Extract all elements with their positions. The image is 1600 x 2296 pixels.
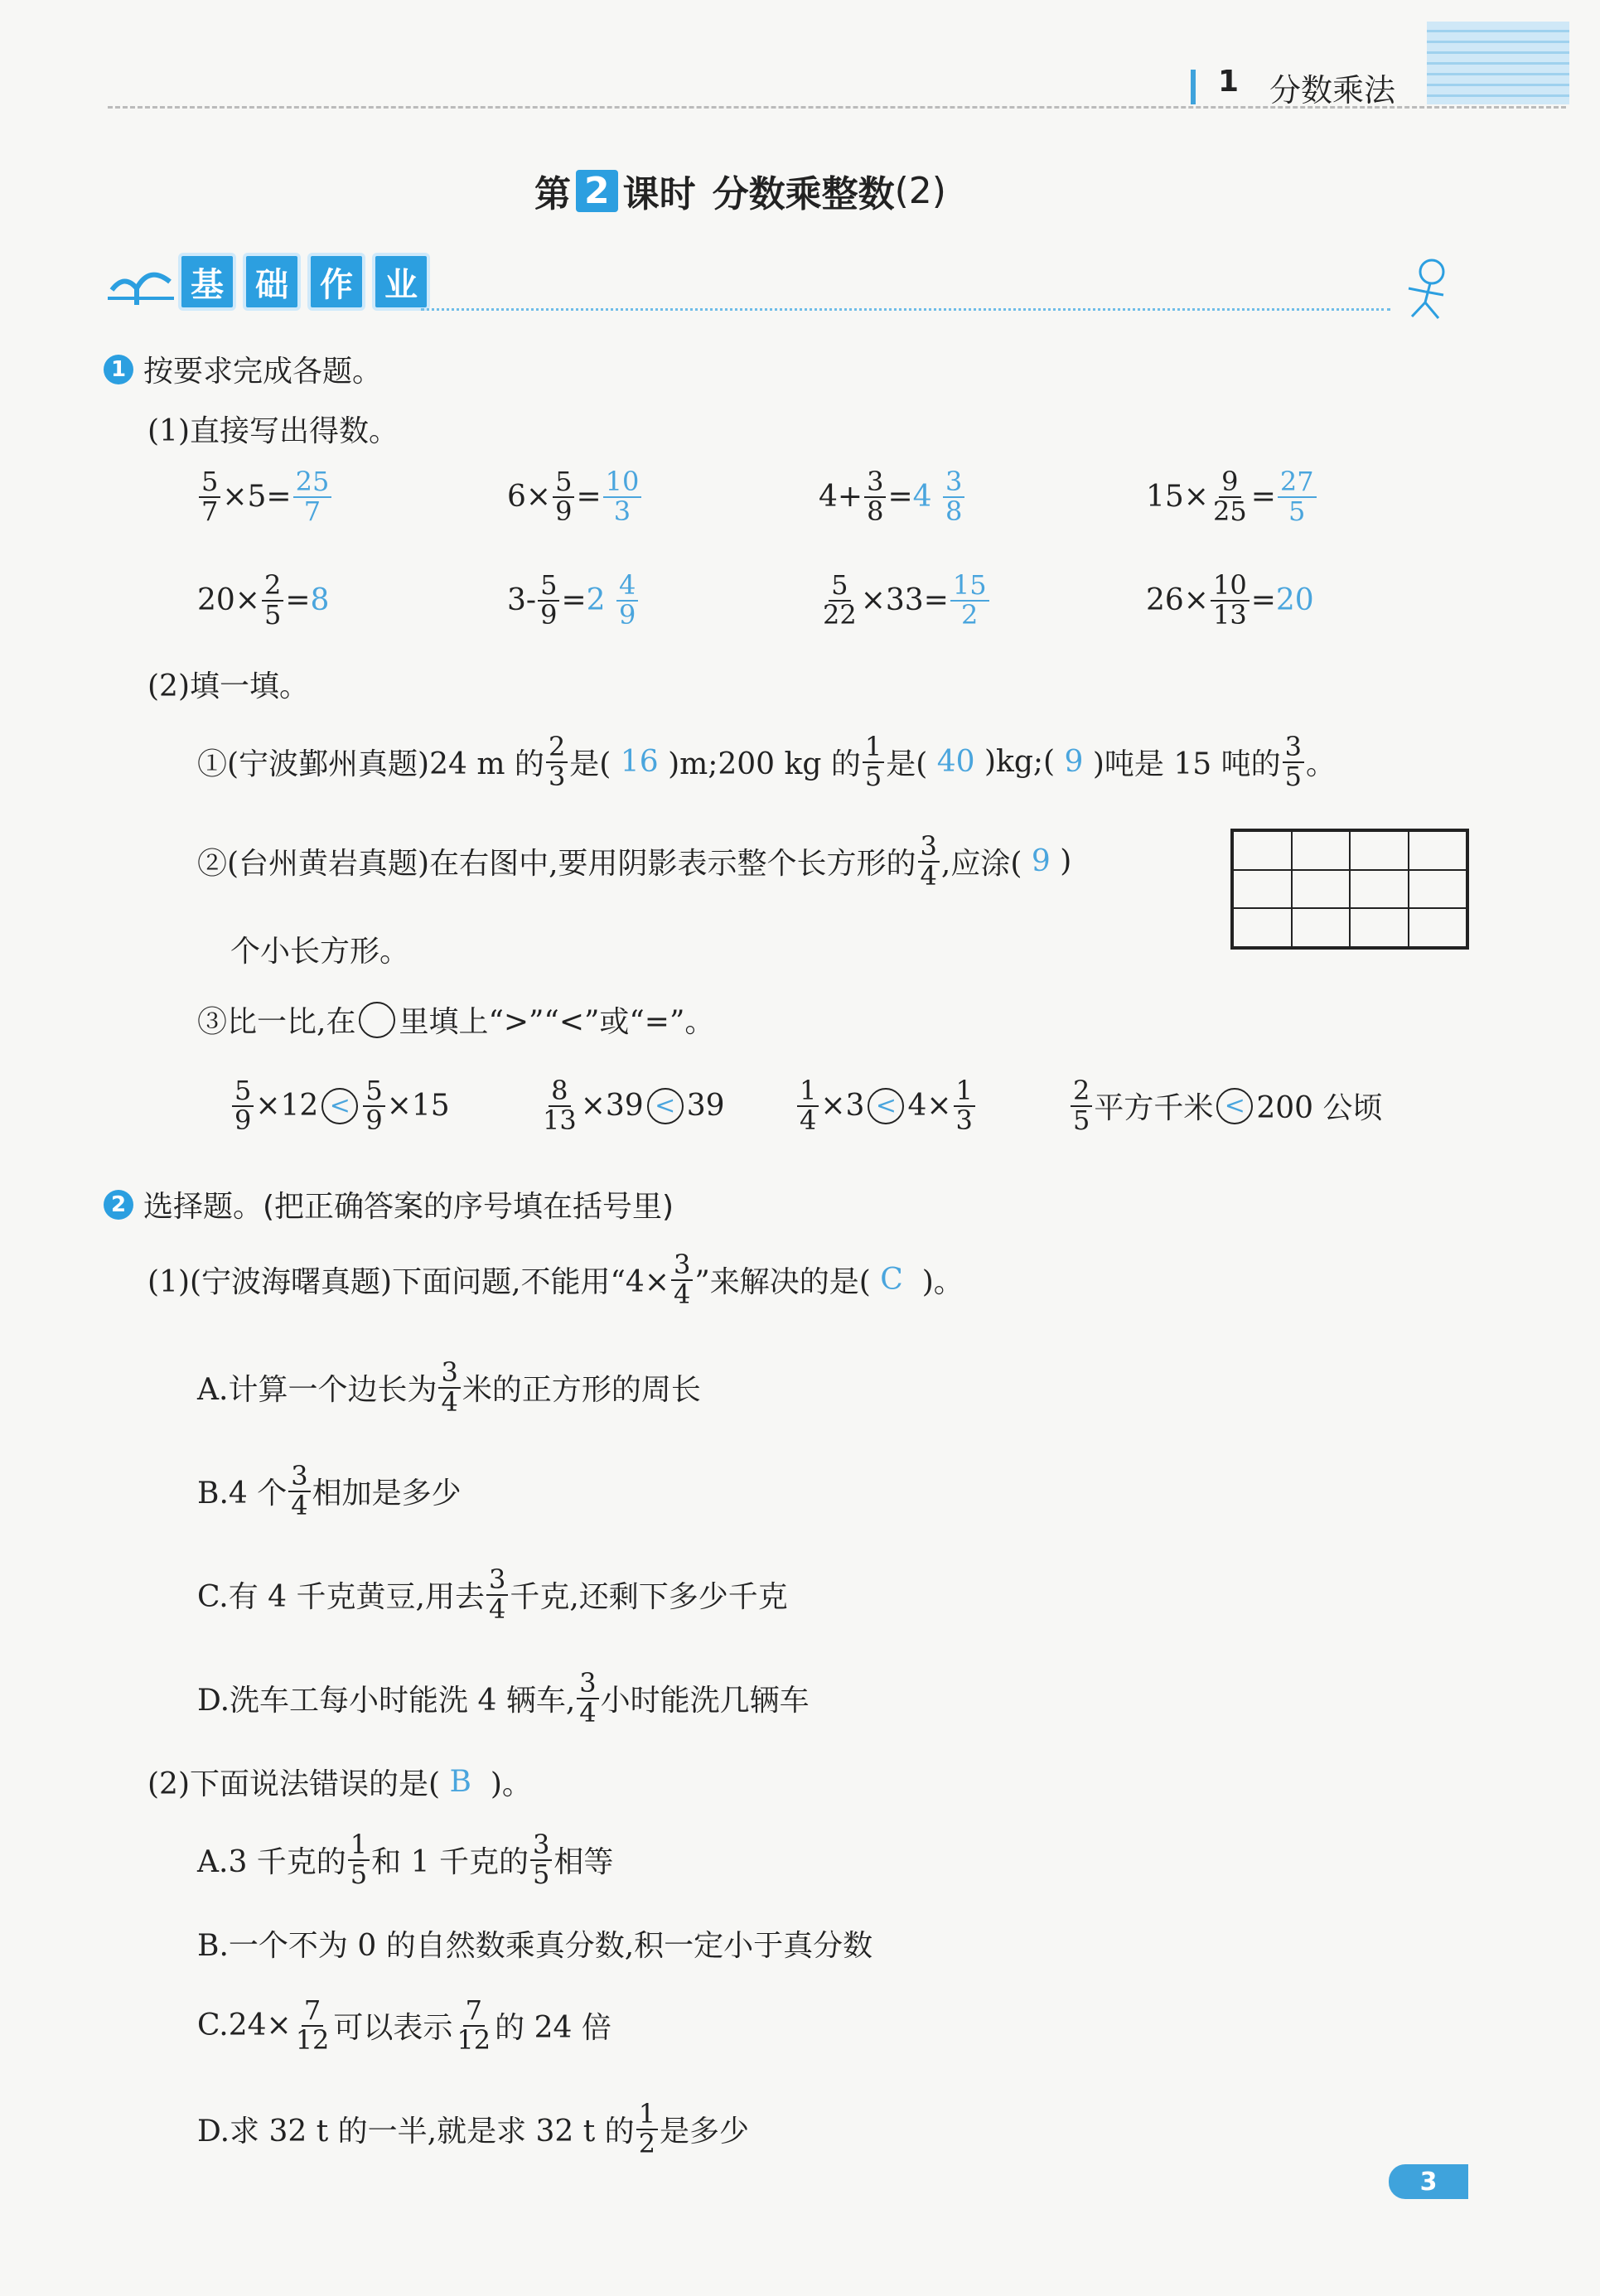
compare-d-circle: < (1216, 1088, 1253, 1124)
fill-item-2-cont: 个小长方形。 (230, 935, 410, 969)
exercise-a: $\frac{5}{7}$ ×5= $\frac{25}{7}$ (197, 468, 333, 525)
exercise-h: 26× $\frac{10}{13}$ = 20 (1146, 569, 1314, 631)
q1-number: 1 (104, 355, 133, 384)
q2-sub1-option-c: C.有 4 千克黄豆,用去 $\frac{3}{4}$ 千克,还剩下多少千克 (197, 1564, 788, 1625)
page-number: 3 (1389, 2164, 1468, 2199)
empty-circle-icon (359, 1002, 395, 1038)
q2-sub2-option-c: C.24× $\frac{7}{12}$ 可以表示 $\frac{7}{12}$ 的 24 倍 (197, 1994, 611, 2056)
sprout-icon (104, 257, 178, 307)
chapter-number: 1 (1218, 65, 1240, 99)
banner-tile-4: 业 (372, 253, 430, 311)
q2-sub2-answer: B (449, 1765, 471, 1799)
rectangle-grid (1230, 829, 1469, 950)
answer-c: 4 $\frac{3}{8}$ (913, 468, 967, 525)
exercise-d: 15× $\frac{9}{25}$ = $\frac{27}{5}$ (1146, 468, 1318, 525)
answer-e: 8 (310, 583, 330, 618)
compare-b-circle: < (647, 1088, 684, 1124)
answer-h: 20 (1275, 583, 1314, 618)
q1-title: 按要求完成各题。 (143, 355, 383, 389)
q2-sub1: (1)(宁波海曙真题)下面问题,不能用“4× $\frac{3}{4}$ ”来解决的是( C )。 (147, 1249, 964, 1310)
fill1-answer-3: 9 (1064, 745, 1084, 780)
exercise-b: 6× $\frac{5}{9}$ = $\frac{10}{3}$ (507, 468, 643, 525)
q1-part2-label: (2)填一填。 (147, 669, 309, 703)
banner-dotted-line (421, 308, 1390, 311)
compare-d: $\frac{2}{5}$ 平方千米 < 200 公顷 (1069, 1077, 1383, 1134)
exercise-e: 20× $\frac{2}{5}$ = 8 (197, 569, 330, 631)
compare-a-circle: < (321, 1088, 358, 1124)
chapter-title: 分数乘法 (1269, 72, 1396, 109)
compare-a: $\frac{5}{9}$ ×12 < $\frac{5}{9}$ ×15 (230, 1077, 450, 1134)
lesson-number: 2 (576, 170, 618, 212)
header-accent-bar (1191, 70, 1196, 104)
compare-c: $\frac{1}{4}$ ×3 < 4× $\frac{1}{3}$ (795, 1077, 977, 1134)
q2-sub1-option-d: D.洗车工每小时能洗 4 辆车, $\frac{3}{4}$ 小时能洗几辆车 (197, 1667, 810, 1728)
answer-b: $\frac{10}{3}$ (603, 468, 642, 525)
answer-a: $\frac{25}{7}$ (293, 468, 332, 525)
fill-item-3: ③比一比,在 里填上“>”“<”或“=”。 (197, 998, 714, 1041)
q2-title: 选择题。(把正确答案的序号填在括号里) (143, 1190, 674, 1224)
q2-sub1-option-a: A.计算一个边长为 $\frac{3}{4}$ 米的正方形的周长 (197, 1356, 701, 1418)
banner-tile-2: 础 (243, 253, 301, 311)
answer-d: $\frac{27}{5}$ (1278, 468, 1317, 525)
fill1-answer-2: 40 (936, 745, 975, 780)
fill-item-2: ②(台州黄岩真题)在右图中,要用阴影表示整个长方形的 $\frac{3}{4}$ ,应涂( 9 ) (197, 830, 1072, 892)
compare-b: $\frac{8}{13}$ ×39 < 39 (543, 1075, 725, 1136)
q1-part1-label: (1)直接写出得数。 (147, 414, 399, 448)
lesson-prefix: 第 (534, 173, 571, 215)
fill-item-1: ①(宁波鄞州真题)24 m 的 $\frac{2}{3}$ 是( 16 )m;200 kg 的 $\frac{1}{5}$ 是( 40 )kg;( 9 )吨是 15 吨的 $\frac{3}{5}$ 。 (197, 731, 1336, 792)
compare-c-circle: < (868, 1088, 904, 1124)
exercise-f: 3- $\frac{5}{9}$ = 2 $\frac{4}{9}$ (507, 572, 640, 629)
fill1-answer-1: 16 (620, 745, 659, 780)
exercise-c: 4+ $\frac{3}{8}$ = 4 $\frac{3}{8}$ (819, 468, 966, 525)
header-divider (108, 106, 1566, 109)
q2-sub2-option-b: B.一个不为 0 的自然数乘真分数,积一定小于真分数 (197, 1929, 873, 1963)
lesson-title (534, 164, 946, 217)
q2-sub2-option-a: A.3 千克的 $\frac{1}{5}$ 和 1 千克的 $\frac{3}{5}$ 相等 (197, 1829, 614, 1890)
section-banner (104, 253, 437, 311)
q2-sub2: (2)下面说法错误的是( B )。 (147, 1765, 532, 1801)
q2-sub1-option-b: B.4 个 $\frac{3}{4}$ 相加是多少 (197, 1460, 462, 1521)
banner-tile-3: 作 (307, 253, 365, 311)
lesson-suffix: 课时 (622, 173, 696, 215)
exercise-g: $\frac{5}{22}$ ×33= $\frac{15}{2}$ (819, 572, 991, 629)
q1-header (104, 348, 382, 390)
running-kid-icon (1400, 257, 1458, 323)
q2-sub1-answer: C (880, 1263, 903, 1298)
lesson-name: 分数乘整数 (712, 173, 895, 215)
banner-tile-1: 基 (178, 253, 236, 311)
answer-g: $\frac{15}{2}$ (950, 572, 989, 629)
answer-f: 2 $\frac{4}{9}$ (587, 572, 640, 629)
q2-sub2-option-d: D.求 32 t 的一半,就是求 32 t 的 $\frac{1}{2}$ 是多少 (197, 2098, 750, 2159)
fill2-answer: 9 (1031, 844, 1051, 879)
header-stripes (1427, 22, 1569, 104)
q2-number: 2 (104, 1190, 133, 1220)
q2-header (104, 1183, 674, 1225)
lesson-paren: (2) (894, 169, 946, 212)
